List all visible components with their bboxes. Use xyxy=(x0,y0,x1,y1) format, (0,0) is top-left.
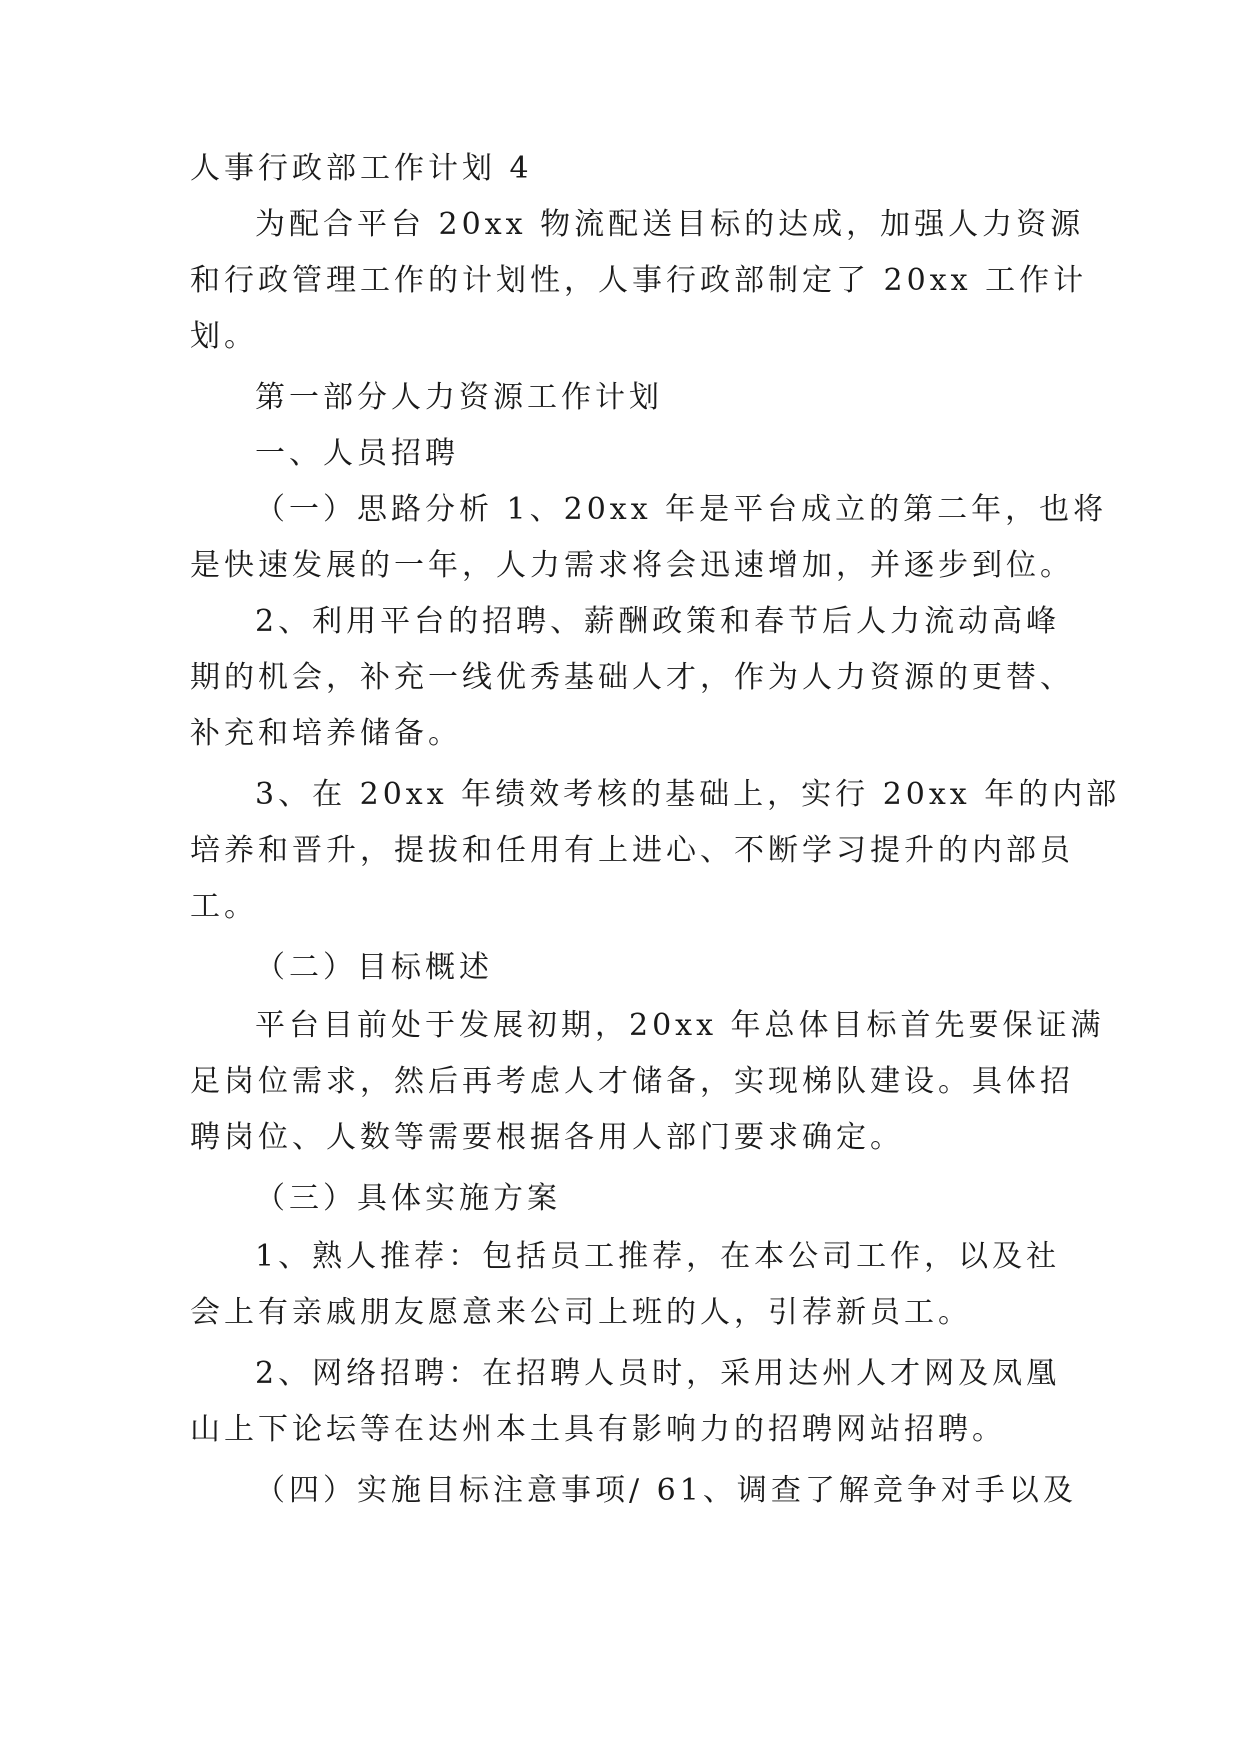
paragraph-line: 1、熟人推荐：包括员工推荐，在本公司工作，以及社 xyxy=(255,1239,1061,1274)
paragraph-line: 划。 xyxy=(190,319,258,354)
paragraph-line: 2、利用平台的招聘、薪酬政策和春节后人力流动高峰 xyxy=(255,604,1061,639)
paragraph-line: 期的机会，补充一线优秀基础人才，作为人力资源的更替、 xyxy=(190,660,1074,695)
paragraph-line: 会上有亲戚朋友愿意来公司上班的人，引荐新员工。 xyxy=(190,1295,972,1330)
paragraph-line: 2、网络招聘：在招聘人员时，采用达州人才网及凤凰 xyxy=(255,1356,1061,1391)
paragraph-line: （一）思路分析 1、20xx 年是平台成立的第二年，也将 xyxy=(255,492,1108,527)
paragraph-line: 和行政管理工作的计划性，人事行政部制定了 20xx 工作计 xyxy=(190,263,1088,298)
paragraph-line: 山上下论坛等在达州本土具有影响力的招聘网站招聘。 xyxy=(190,1412,1006,1447)
paragraph-line: 足岗位需求，然后再考虑人才储备，实现梯队建设。具体招 xyxy=(190,1064,1074,1099)
paragraph-line: 补充和培养储备。 xyxy=(190,716,462,751)
document-title: 人事行政部工作计划 4 xyxy=(190,151,533,186)
paragraph-line: 工。 xyxy=(190,889,258,924)
paragraph-line: （四）实施目标注意事项/ 61、调查了解竞争对手以及 xyxy=(255,1473,1077,1508)
subsection-heading: 一、人员招聘 xyxy=(255,436,459,471)
subsection-heading: （二）目标概述 xyxy=(255,950,493,985)
paragraph-line: 3、在 20xx 年绩效考核的基础上，实行 20xx 年的内部 xyxy=(255,777,1121,812)
section-heading: 第一部分人力资源工作计划 xyxy=(255,380,663,415)
paragraph-line: 为配合平台 20xx 物流配送目标的达成，加强人力资源 xyxy=(255,207,1085,242)
subsection-heading: （三）具体实施方案 xyxy=(255,1181,561,1216)
paragraph-line: 培养和晋升，提拔和任用有上进心、不断学习提升的内部员 xyxy=(190,833,1074,868)
paragraph-line: 聘岗位、人数等需要根据各用人部门要求确定。 xyxy=(190,1120,904,1155)
paragraph-line: 平台目前处于发展初期，20xx 年总体目标首先要保证满 xyxy=(255,1008,1105,1043)
paragraph-line: 是快速发展的一年，人力需求将会迅速增加，并逐步到位。 xyxy=(190,548,1074,583)
